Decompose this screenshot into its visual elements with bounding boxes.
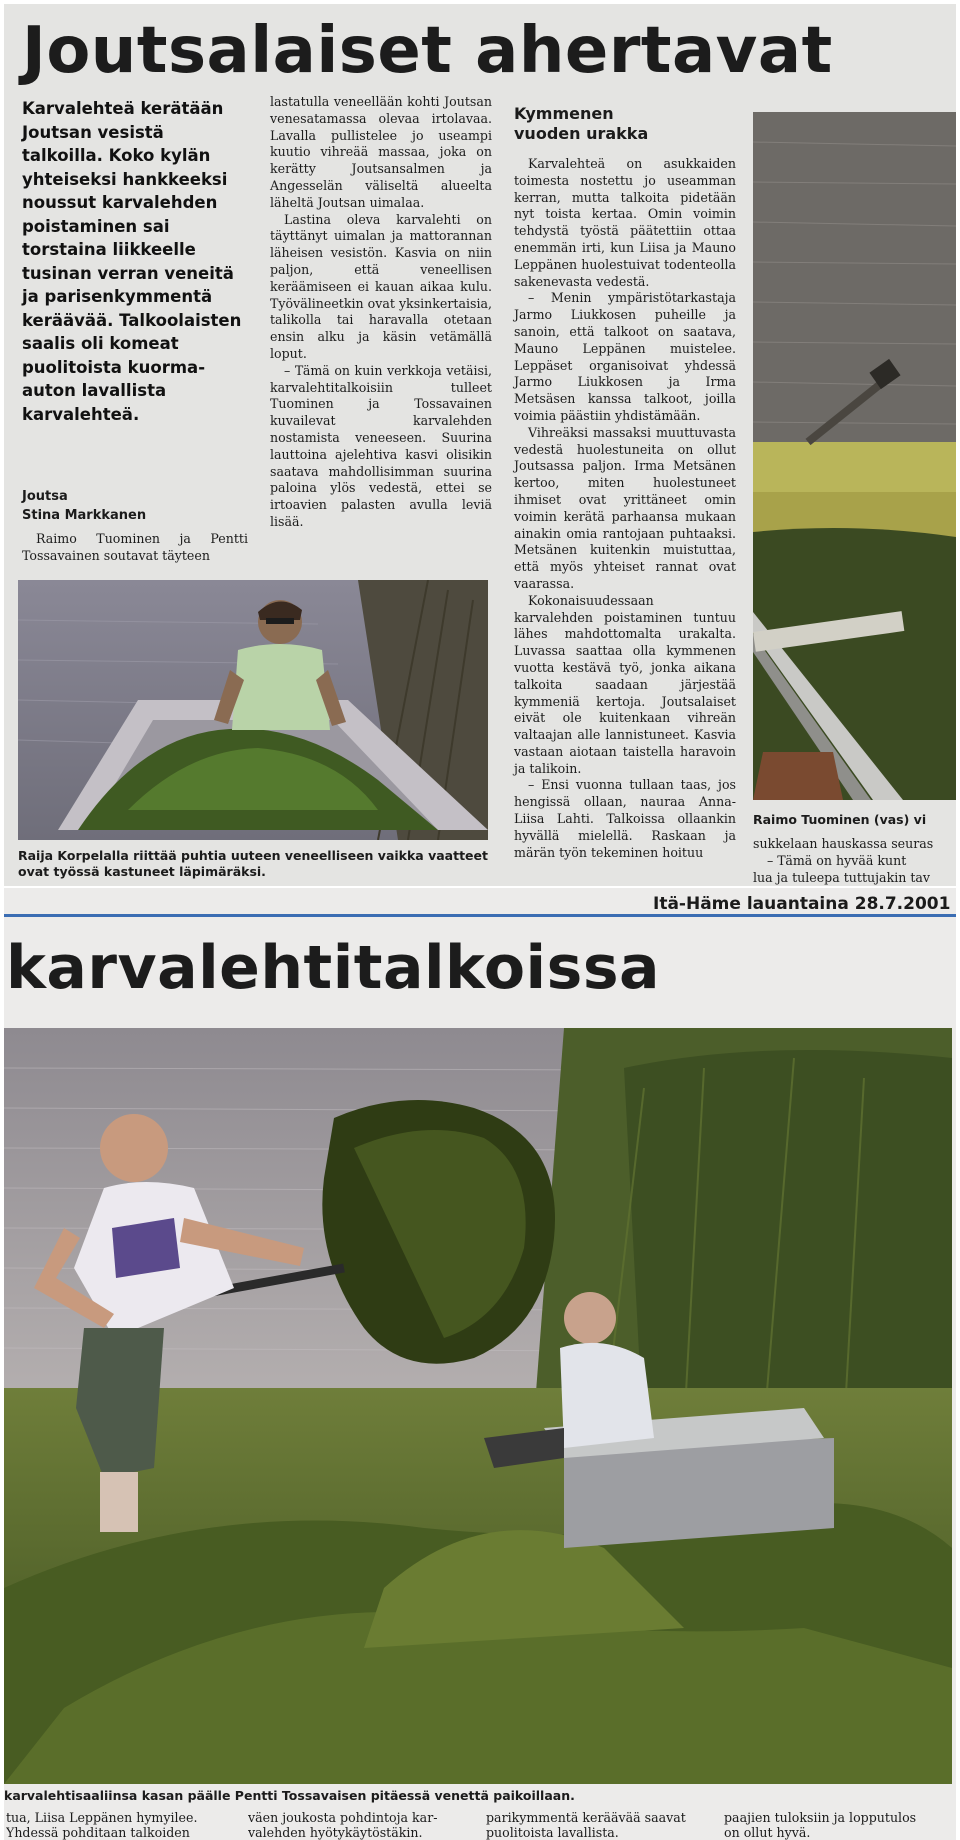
footer-column-1 (6, 1810, 226, 1840)
column-2-body (270, 94, 492, 531)
footer-column-2 (248, 1810, 468, 1840)
footer-line: puolitoista lavallista. (486, 1825, 619, 1840)
column-3-paragraph: – Ensi vuonna tullaan taas, jos hengissä ollaan, nauraa Anna-Liisa Lahti. Talkoissa ollaankin hyvällä mielellä. Raskaan ja märän työn tekeminen hoituu (514, 777, 736, 860)
column-4-line: sukkelaan hauskassa seuras (753, 836, 934, 851)
column-4-line: lua ja tuleepa tuttujakin tav (753, 869, 931, 885)
column-3-paragraph: Kokonaisuudessaan karvalehden poistaminen tuntuu lähes mahdottomalta urakalta. Luvassa saattaa olla kymmenen vuotta kestävä työ, jonka aikana talkoita saadaan järjestää kymmeniä kertoja. Joutsalaiset eivät ole kuitenkaan vihreän valtaajan alle lannistuneet. Kasvia vastaan aiotaan taistella haravoin ja talikoin. (514, 592, 736, 776)
footer-line: paajien tuloksiin ja lopputulos (724, 1810, 917, 1825)
blue-rule (4, 914, 956, 917)
footer-line: Yhdessä pohditaan talkoiden (6, 1825, 190, 1840)
footer-line: väen joukosta pohdintoja kar- (248, 1810, 438, 1825)
footer-line: tua, Liisa Leppänen hymyilee. (6, 1810, 198, 1825)
footer-line: valehden hyötykäytöstäkin. (248, 1825, 423, 1840)
column-2-paragraph: lastatulla veneellään kohti Joutsan venesatamassa olevaa irtolavaa. Lavalla pullistelee jo useampi kuutio vihreää massaa, joka on kerätty Joutsansalmen ja Angesselän väliseltä alueelta läheltä Joutsan uimalaa. (270, 94, 492, 210)
photo-men-lifting-weeds (4, 1028, 952, 1784)
photo-woman-caption: Raija Korpelalla riittää puhtia uuteen veneelliseen vaikka vaatteet ovat työssä kastuneet läpimäräksi. (18, 848, 488, 879)
footer-line: parikymmentä keräävää saavat (486, 1810, 686, 1825)
lead-paragraph: Karvalehteä kerätään Joutsan vesistä talkoilla. Koko kylän yhteiseksi hankkeeksi noussut karvalehden poistaminen sai torstaina liikkeelle tusinan verran veneitä ja parisenkymmentä keräävää. Talkoolaisten saalis oli komeat puolitoista kuorma-auton lavallista karvalehteä. (22, 99, 242, 424)
bottom-headline: karvalehtitalkoissa (6, 933, 661, 1003)
column-4-body (753, 836, 956, 886)
subheading: Kymmenen vuoden urakka (514, 104, 649, 143)
footer-column-4 (724, 1810, 954, 1840)
column-1-body (22, 531, 248, 565)
column-3-paragraph: – Menin ympäristötarkastaja Jarmo Liukkosen puheille ja sanoin, että talkoot on saatava, Mauno Leppänen muistelee. Leppäset organisoivat yhdessä Jarmo Liukkosen ja Irma Metsäsen kanssa talkoot, joilla voimia päästiin yhdistämään. (514, 290, 736, 423)
column-1-paragraph: Raimo Tuominen ja Pentti Tossavainen soutavat täyteen (22, 531, 248, 563)
column-4-line: – Tämä on hyvää kunt (767, 852, 907, 868)
column-2-paragraph: Lastina oleva karvalehti on täyttänyt uimalan ja mattorannan läheisen vesistön. Kasvia on niin paljon, että veneellisen keräämiseen ei kauan aikaa kulu. Työvälineetkin ovat yksinkertaisia, talikolla tai haravalla otetaan ensin alku ja käsin vetämällä loput. (270, 211, 492, 361)
column-3-paragraph: Vihreäksi massaksi muuttuvasta vedestä huolestuneita on ollut Joutsassa paljon. Irma Metsänen kertoo, miten huolestuneet ihmiset ovat yrittäneet omin voimin kerätä parhaansa mukaan ainakin omia rantojaan puhtaaksi. Metsänen kuitenkin muistuttaa, että myös yhteiset rannat ovat vaarassa. (514, 424, 736, 591)
bottom-photo-caption: karvalehtisaaliinsa kasan päälle Pentti Tossavaisen pitäessä venettä paikoillaan. (4, 1788, 575, 1803)
dateline: Itä-Häme lauantaina 28.7.2001 (653, 894, 951, 914)
footer-column-3 (486, 1810, 706, 1840)
column-3-paragraph: Karvalehteä on asukkaiden toimesta nostettu jo useamman kerran, mutta talkoita pidetään nyt toista kertaa. Omin voimin tehdystä työstä päätettiin ottaa enemmän irti, kun Liisa ja Mauno Leppänen huolestuivat todenteolla sakenevasta vedestä. (514, 156, 736, 289)
photo-boat-shore (753, 112, 956, 800)
byline-author: Stina Markkanen (22, 508, 147, 523)
top-headline: Joutsalaiset ahertavat (22, 14, 833, 88)
photo-boat-caption: Raimo Tuominen (vas) vi (753, 812, 927, 827)
column-3-body (514, 156, 736, 861)
photo-woman-in-boat (18, 580, 488, 840)
byline-place: Joutsa (22, 489, 68, 504)
footer-line: on ollut hyvä. (724, 1825, 811, 1840)
column-2-paragraph: – Tämä on kuin verkkoja vetäisi, karvalehtitalkoisiin tulleet Tuominen ja Tossavainen kuvailevat karvalehden nostamista veneeseen. Suurina lauttoina ajelehtiva kasvi olisikin saatava mahdollisimman suurina paloina ylös vedestä, ettei se irtoavien palasten avulla leviä lisää. (270, 362, 492, 529)
